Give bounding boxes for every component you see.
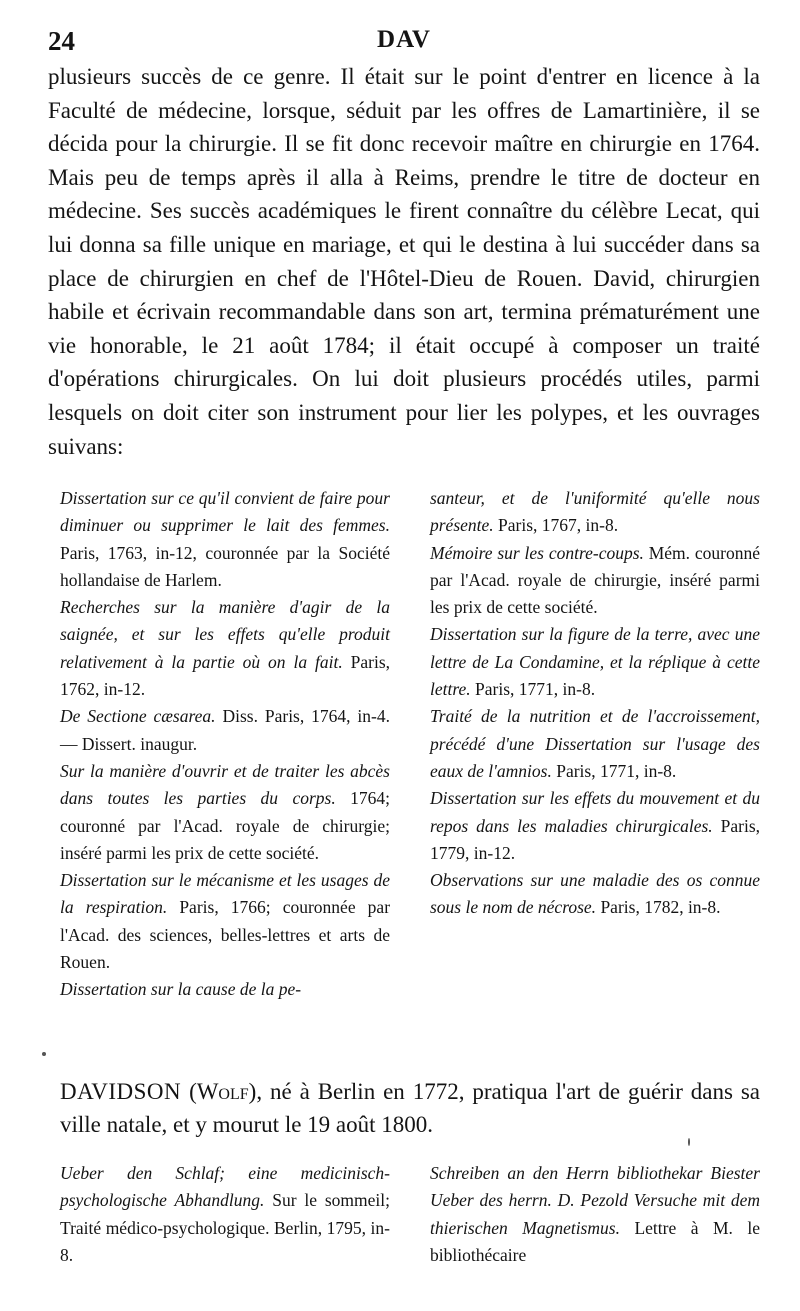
bibliography-entry bbox=[430, 621, 760, 703]
bibliography-entry bbox=[60, 703, 390, 758]
bibliography-entry bbox=[60, 485, 390, 594]
entry-title: Observations sur une maladie des os connue sous le nom de nécrose. bbox=[430, 870, 760, 918]
entry-title: Dissertation sur ce qu'il convient de faire pour diminuer ou supprimer le lait des femmes. bbox=[60, 488, 390, 536]
entry-title: Dissertation sur les effets du mouvement et du repos dans les maladies chirurgicales. bbox=[430, 788, 760, 836]
entry-details: Paris, 1779, in-12. bbox=[430, 815, 760, 863]
bibliography-right-column bbox=[430, 1160, 760, 1269]
intro-paragraph: plusieurs succès de ce genre. Il était sur le point d'entrer en licence à la Faculté de médecine, lorsque, séduit par les offres de Lamartinière, il se décida pour la chirurgie. Il se fit donc recevoir maître en chirurgie en 1764. Mais peu de temps après il alla à Reims, prendre le titre de docteur en médecine. Ses succès académiques le firent connaître du célèbre Lecat, qui lui donna sa fille unique en mariage, et qui le destina à lui succéder dans sa place de chirurgien en chef de l'Hôtel-Dieu de Rouen. David, chirurgien habile et écrivain recommandable dans son art, termina prématurément une vie honorable, le 21 août 1784; il était occupé à composer un traité d'opérations chirurgicales. On lui doit plusieurs procédés utiles, parmi lesquels on doit citer son instrument pour lier les polypes, et les ouvrages suivans: bbox=[48, 64, 760, 459]
entry-details: Paris, 1771, in-8. bbox=[556, 760, 677, 781]
bibliography-entry bbox=[430, 540, 760, 622]
bibliography-david bbox=[60, 485, 760, 1004]
entry-title: Schreiben an den Herrn bibliothekar Biester Ueber des herrn. D. Pezold Versuche mit dem thierischen Magnetismus. bbox=[430, 1163, 760, 1238]
entry-details: Mém. couronné par l'Acad. royale de chirurgie, inséré parmi les prix de cette société. bbox=[430, 542, 760, 618]
running-head bbox=[48, 20, 760, 60]
entry-details: Paris, 1766; couronnée par l'Acad. des sciences, belles-lettres et arts de Rouen. bbox=[60, 897, 391, 973]
entry-details: Sur le sommeil; Traité médico-psychologique. Berlin, 1795, in-8. bbox=[60, 1190, 391, 1265]
entry-title: santeur, et de l'uniformité qu'elle nous présente. bbox=[430, 488, 760, 536]
entry-title: Dissertation sur la cause de la pe- bbox=[60, 979, 302, 1000]
bibliography-davidson bbox=[60, 1160, 760, 1269]
entry-details: Paris, 1767, in-8. bbox=[498, 515, 619, 536]
bibliography-entry bbox=[60, 1160, 390, 1269]
bibliography-entry bbox=[60, 976, 390, 1003]
bibliography-entry bbox=[430, 1160, 760, 1269]
bibliography-entry bbox=[430, 703, 760, 785]
entry-details: Paris, 1762, in-12. bbox=[60, 651, 390, 700]
entry-title: Dissertation sur le mécanisme et les usages de la respiration. bbox=[60, 870, 390, 918]
ink-speck bbox=[42, 1052, 46, 1056]
bibliography-left-column bbox=[60, 485, 390, 1004]
article-headword: DAVIDSON bbox=[60, 1079, 182, 1104]
bibliography-entry bbox=[60, 594, 390, 703]
article-text: , né à Berlin en 1772, pratiqua l'art de guérir dans sa ville natale, et y mourut le 19 août 1800. bbox=[60, 1079, 760, 1137]
bibliography-entry bbox=[60, 867, 390, 976]
running-title: DAV bbox=[377, 26, 431, 53]
entry-title: Sur la manière d'ouvrir et de traiter les abcès dans toutes les parties du corps. bbox=[60, 760, 390, 809]
entry-title: De Sectione cæsarea. bbox=[60, 706, 216, 727]
entry-title: Dissertation sur la figure de la terre, avec une lettre de La Condamine, et la réplique à cette lettre. bbox=[430, 624, 760, 700]
bibliography-entry bbox=[430, 785, 760, 867]
entry-details: Diss. Paris, 1764, in-4. — Dissert. inaugur. bbox=[60, 706, 390, 754]
entry-details: Lettre à M. le bibliothécaire bbox=[430, 1217, 760, 1265]
entry-details: Paris, 1763, in-12, couronnée par la Société hollandaise de Harlem. bbox=[60, 542, 390, 590]
article-davidson bbox=[60, 1075, 760, 1141]
entry-title: Recherches sur la manière d'agir de la saignée, et sur les effets qu'elle produit relativement à la partie où on la fait. bbox=[60, 597, 390, 672]
entry-details: Paris, 1782, in-8. bbox=[600, 897, 721, 918]
page-number: 24 bbox=[48, 26, 75, 56]
bibliography-left-column bbox=[60, 1160, 390, 1269]
bibliography-right-column bbox=[430, 485, 760, 1004]
entry-details: Paris, 1771, in-8. bbox=[475, 679, 596, 700]
entry-details: 1764; couronné par l'Acad. royale de chirurgie; inséré parmi les prix de cette société. bbox=[60, 788, 390, 863]
article-forename: (Wolf) bbox=[189, 1079, 257, 1104]
bibliography-entry bbox=[60, 758, 390, 867]
entry-title: Mémoire sur les contre-coups. bbox=[430, 542, 644, 563]
bibliography-entry bbox=[430, 867, 760, 922]
bibliography-entry bbox=[430, 485, 760, 540]
entry-title: Ueber den Schlaf; eine medicinisch-psychologische Abhandlung. bbox=[60, 1163, 390, 1211]
entry-title: Traité de la nutrition et de l'accroissement, précédé d'une Dissertation sur l'usage des eaux de l'amnios. bbox=[430, 706, 760, 781]
